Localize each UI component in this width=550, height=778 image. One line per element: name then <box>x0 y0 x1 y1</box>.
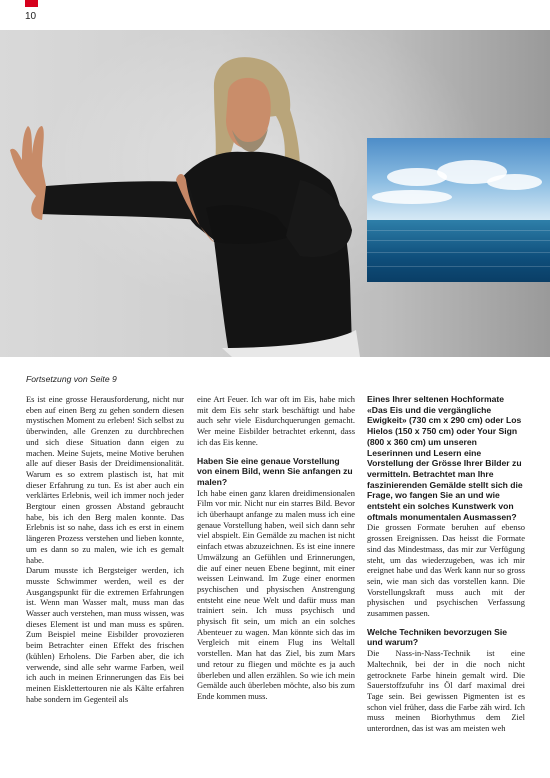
paragraph: Die Nass-in-Nass-Technik ist eine Maltechnik, bei der in die noch nicht getrocknete Farbe hinein gemalt wird. Die Sauerstoffzufuhr ins Öl darf maximal drei Tage sein. Bei gewissen Pigmenten ist es schon viel früher, dass die Farbe zäh wird. Ich muss meinen Biorhythmus dem Ziel unterordnen, das ist was am meisten weh <box>367 648 525 734</box>
question-heading: Haben Sie eine genaue Vorstellung von einem Bild, wenn Sie anfangen zu malen? <box>197 455 353 487</box>
page-number: 10 <box>25 11 37 22</box>
column-1 <box>26 394 184 704</box>
question-heading: Eines Ihrer seltenen Hochformate «Das Eis und die vergängliche Ewigkeit» (730 cm x 290 cm) oder Los Hielos (150 x 750 cm) oder Your Sign (800 x 360 cm) um unseren Leserinnen und Lesern eine Vorstellung der Grösse Ihrer Bilder zu vermitteln. Betrachtet man Ihre faszinierenden Gemälde stellt sich die Frage, wo fangen Sie an und wie entsteht ein solches Kunstwerk von oftmals monumentalen Ausmassen? <box>367 394 523 522</box>
sea-painting <box>367 138 550 282</box>
paragraph: eine Art Feuer. Ich war oft im Eis, habe mich mit dem Eis sehr stark beschäftigt und habe auch sehr viele Eisdurchquerungen gemacht. Wer meine Eisbilder betrachtet erkennt, dass ich das Eis kenne. <box>197 394 355 447</box>
column-3 <box>367 394 525 734</box>
paragraph: Darum musste ich Bergsteiger werden, ich musste Schwimmer werden, weil es der Ausgangspunkt für die extremen Erfahrungen ist. Wenn man Wasser malt, muss man das Wasser auch verstehen, man muss wissen, was dieses Element ist und man muss es spüren. Zum Beispiel meine Eisbilder provozieren beim Betrachter einen Effekt des frischen (kühlen) Erholens. Die Farben aber, die ich verwende, sind alle sehr warme Farben, weil ich auch in meinen Erinnerungen das Eis bei meinen Eisklettertouren nie als Kälte erfahren habe sondern im Gegenteil als <box>26 565 184 704</box>
paragraph: Die grossen Formate beruhen auf ebenso grossen Ereignissen. Das heisst die Formate sind das Mindestmass, das mir zur Verfügung steht, um das wiederzugeben, was ich mir ereignet habe und das Werk kann nur so gross sein, wie man sich das vorstellen kann. Die Vorstellungskraft muss auch mit der physischen und psychischen Verfassung zusammen passen. <box>367 522 525 619</box>
page-marker <box>25 0 38 7</box>
artist-photo <box>0 30 550 357</box>
paragraph: Ich habe einen ganz klaren dreidimensionalen Film vor mir. Nicht nur ein starres Bild. Bevor ich überhaupt anfange zu malen muss ich eine genaue Vorstellung haben, weil sich dann sehr viel abspielt. Ein Gemälde zu machen ist nicht einfach etwas abzuzeichnen. Es ist eine innere Umwälzung an Gefühlen und Erinnerungen, die auf einer neuen Ebene beginnt, mit einer weissen Leinwand. Im Zuge einer enormen psychischen und physischen Anstrengung entsteht eine neue Welt und dafür muss man trainiert sein. Ich muss psychisch und physisch fit sein, um mich an ein solches Abenteuer zu wagen. Man könnte sich das im Vergleich mit einem Flug ins Weltall vorstellen. Man hat das Ziel, bis zum Mars und retour zu fliegen und möchte es ja auch überleben und allen erzählen. So wie ich mein Gemälde auch überleben möchte, also bis zum Ende kommen muss. <box>197 487 355 701</box>
column-2 <box>197 394 355 702</box>
question-heading: Welche Techniken bevorzugen Sie und warum? <box>367 626 508 648</box>
paragraph: Es ist eine grosse Herausforderung, nicht nur eben auf einen Berg zu gehen sondern diesen mystischen Moment zu erleben! Sich selbst zu überwinden, alle Grenzen zu durchbrechen und sich diese Situation dann eigen zu machen. Meine Sujets, meine Motive beruhen alle auf dieser Basis der Dreidimensionalität. Warum es so extrem plastisch ist, hat mit dieser Erfahrung zu tun. Es ist aber auch ein verklärtes Erlebnis, weil ich immer noch jeder Bergtour einen grossen Abstand gebraucht habe, bis ich den Berg malen konnte. Das Erlebnis ist so nahe, dass ich es erst in einem längeren Prozess verstehen und lieben konnte, um es dann so zu malen, wie ich es gemalt habe. <box>26 394 184 565</box>
continuation-caption: Fortsetzung von Seite 9 <box>26 374 117 384</box>
